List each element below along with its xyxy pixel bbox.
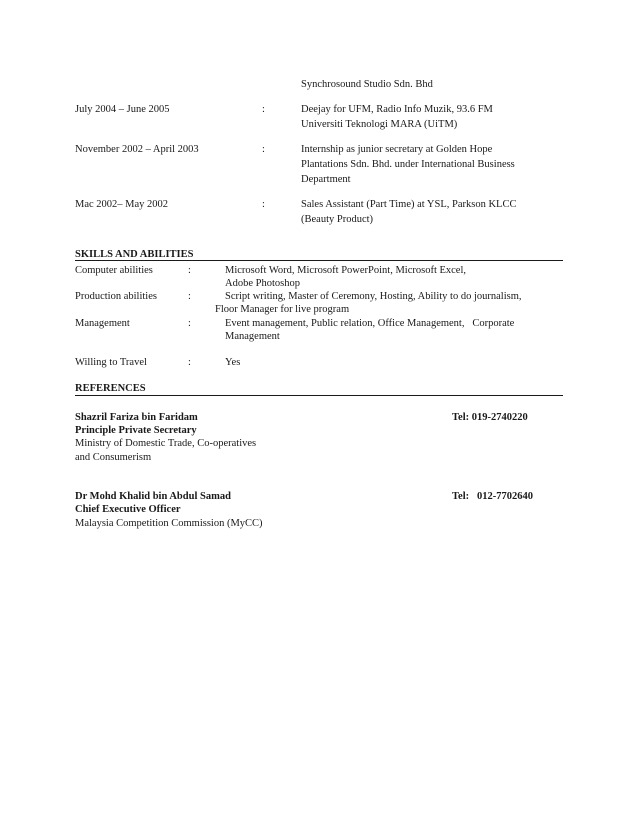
experience-desc-line: Sales Assistant (Part Time) at YSL, Parkson KLCC bbox=[301, 199, 517, 210]
experience-colon: : bbox=[262, 144, 265, 155]
experience-desc-line: Universiti Teknologi MARA (UiTM) bbox=[301, 119, 458, 130]
experience-org: Synchrosound Studio Sdn. Bhd bbox=[301, 79, 433, 90]
skill-value-line: Event management, Public relation, Office Management, Corporate bbox=[225, 318, 515, 329]
reference-name: Dr Mohd Khalid bin Abdul Samad bbox=[75, 491, 231, 502]
experience-colon: : bbox=[262, 199, 265, 210]
experience-desc-line: Plantations Sdn. Bhd. under International Business bbox=[301, 159, 515, 170]
experience-date: Mac 2002– May 2002 bbox=[75, 199, 169, 210]
experience-desc-line: Internship as junior secretary at Golden Hope bbox=[301, 144, 493, 155]
experience-date: July 2004 – June 2005 bbox=[75, 104, 170, 115]
skill-colon: : bbox=[188, 318, 191, 329]
reference-title: Chief Executive Officer bbox=[75, 504, 181, 515]
skill-label: Management bbox=[75, 318, 130, 329]
skill-label: Production abilities bbox=[75, 291, 157, 302]
reference-tel: Tel: 019-2740220 bbox=[452, 412, 528, 423]
experience-desc-line: Deejay for UFM, Radio Info Muzik, 93.6 FM bbox=[301, 104, 493, 115]
skill-value-line: Script writing, Master of Ceremony, Hosting, Ability to do journalism, bbox=[225, 291, 522, 302]
experience-desc-line: Department bbox=[301, 174, 351, 185]
reference-tel: Tel: 012-7702640 bbox=[452, 491, 533, 502]
references-heading: REFERENCES bbox=[75, 383, 146, 394]
references-divider bbox=[75, 395, 563, 396]
reference-org-line: and Consumerism bbox=[75, 452, 152, 463]
skills-heading: SKILLS AND ABILITIES bbox=[75, 249, 194, 260]
skill-value-line: Floor Manager for live program bbox=[215, 304, 350, 315]
reference-title: Principle Private Secretary bbox=[75, 425, 197, 436]
experience-date: November 2002 – April 2003 bbox=[75, 144, 199, 155]
reference-name: Shazril Fariza bin Faridam bbox=[75, 412, 198, 423]
skill-value-line: Adobe Photoshop bbox=[225, 278, 300, 289]
skills-divider bbox=[75, 260, 563, 261]
skill-value-line: Management bbox=[225, 331, 280, 342]
reference-org-line: Ministry of Domestic Trade, Co-operatives bbox=[75, 438, 257, 449]
skill-value-line: Microsoft Word, Microsoft PowerPoint, Microsoft Excel, bbox=[225, 265, 467, 276]
skill-colon: : bbox=[188, 291, 191, 302]
skill-value-line: Yes bbox=[225, 357, 241, 368]
skill-label: Computer abilities bbox=[75, 265, 153, 276]
skill-colon: : bbox=[188, 357, 191, 368]
reference-org-line: Malaysia Competition Commission (MyCC) bbox=[75, 518, 263, 529]
experience-colon: : bbox=[262, 104, 265, 115]
experience-desc-line: (Beauty Product) bbox=[301, 214, 374, 225]
skill-label: Willing to Travel bbox=[75, 357, 147, 368]
skill-colon: : bbox=[188, 265, 191, 276]
